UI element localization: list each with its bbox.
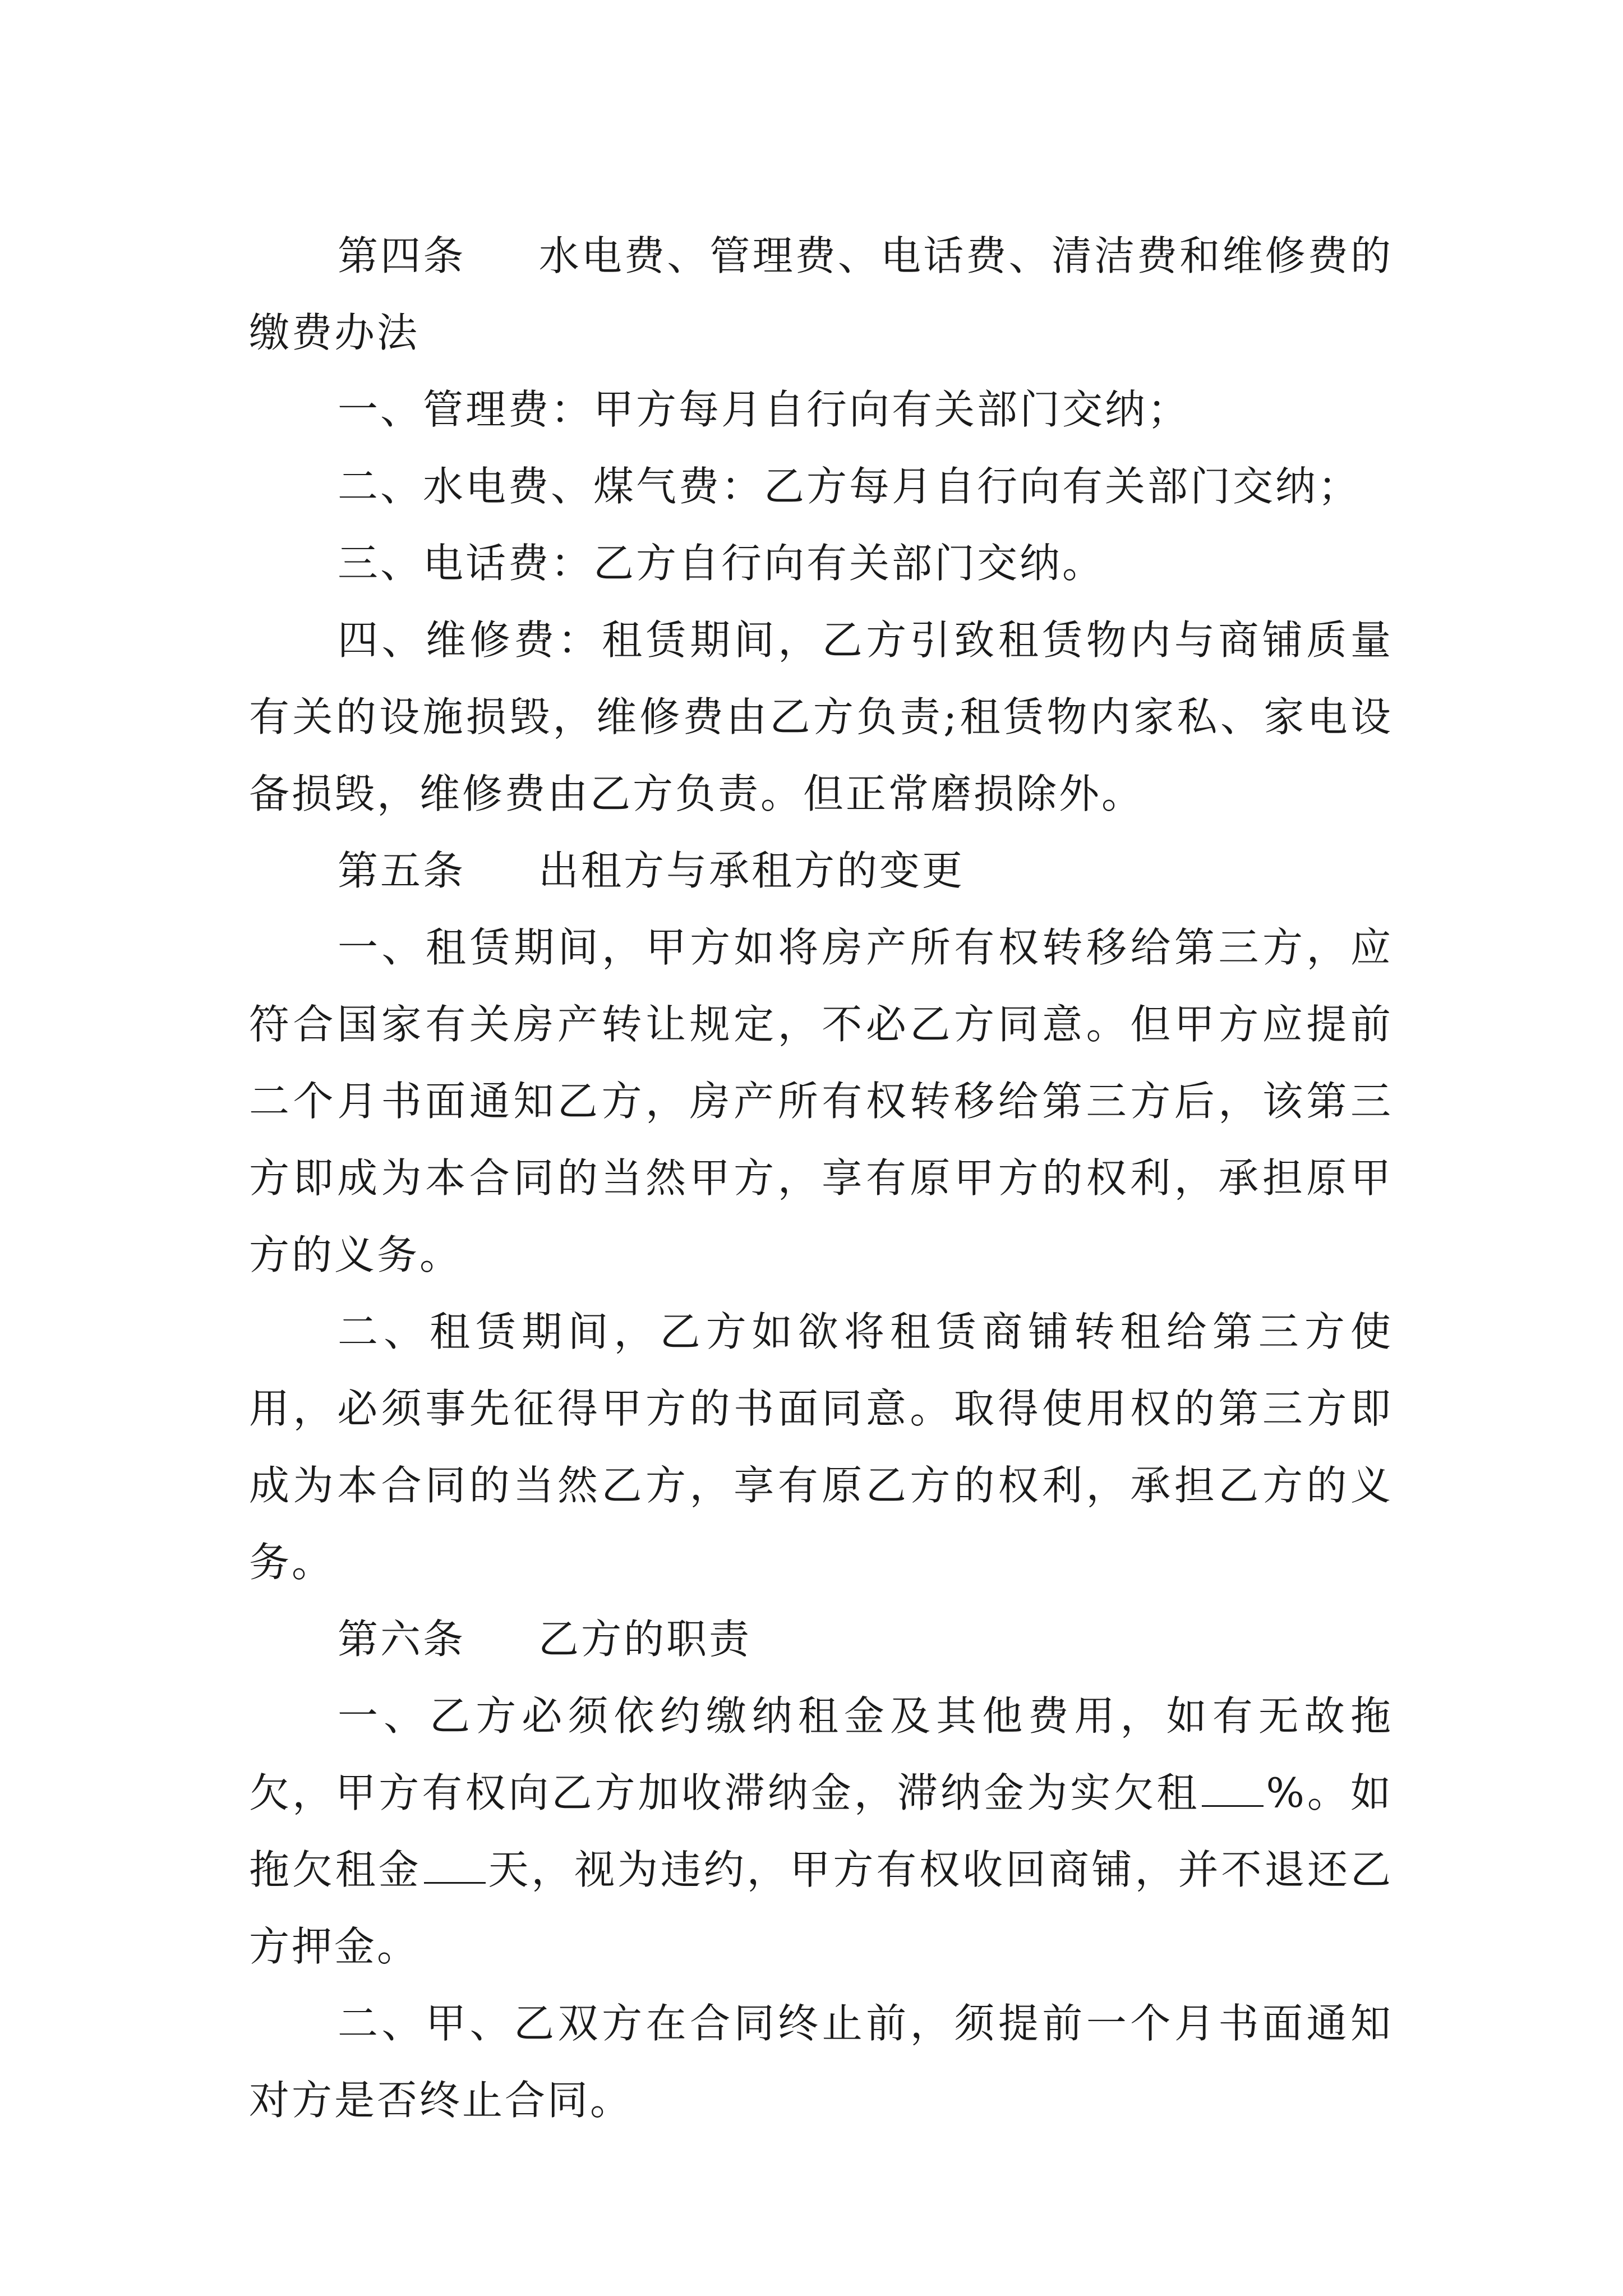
article-6-item-2: 二、甲、乙双方在合同终止前，须提前一个月书面通知对方是否终止合同。 xyxy=(249,2000,1393,2124)
article-5-number: 第五条 xyxy=(338,847,466,894)
article-5-title: 出租方与承租方的变更 xyxy=(538,847,965,894)
article-6-title: 乙方的职责 xyxy=(538,1616,752,1663)
article-4-title: 水电费、管理费、电话费、清洁费和维修费的缴费办法 xyxy=(249,232,1393,356)
article-4-item-1: 一、管理费：甲方每月自行向有关部门交纳； xyxy=(338,386,1191,433)
article-5-item-2: 二、租赁期间，乙方如欲将租赁商铺转租给第三方使用，必须事先征得甲方的书面同意。取得使用权的第三方即成为本合同的当然乙方，享有原乙方的权利，承担乙方的义务。 xyxy=(249,1308,1393,1586)
article-6-item-1 xyxy=(249,1678,1393,1985)
article-6-item-1-part-a: 一、乙方必须依约缴纳租金及其他费用，如有无故拖欠，甲方有权向乙方加收滞纳金，滞纳金为实欠租 xyxy=(249,1692,1393,1816)
article-6-item-1-part-c: 天，视为违约，甲方有权收回商铺，并不退还乙方押金。 xyxy=(249,1846,1393,1970)
article-4-item-2: 二、水电费、煤气费：乙方每月自行向有关部门交纳； xyxy=(338,463,1361,510)
article-6-heading xyxy=(249,1601,1393,1678)
article-5-heading xyxy=(249,832,1393,909)
article-5-item-1: 一、租赁期间，甲方如将房产所有权转移给第三方，应符合国家有关房产转让规定，不必乙方同意。但甲方应提前二个月书面通知乙方，房产所有权转移给第三方后，该第三方即成为本合同的当然甲方，享有原甲方的权利，承担原甲方的义务。 xyxy=(249,924,1393,1278)
article-6-number: 第六条 xyxy=(338,1616,466,1663)
overdue-days-blank xyxy=(424,1846,486,1884)
article-6-item-1-part-b: %。如拖欠租金 xyxy=(249,1769,1393,1893)
article-4-item-4: 四、维修费：租赁期间，乙方引致租赁物内与商铺质量有关的设施损毁，维修费由乙方负责;租赁物内家私、家电设备损毁，维修费由乙方负责。但正常磨损除外。 xyxy=(249,616,1393,817)
article-4-number: 第四条 xyxy=(338,232,466,279)
document-body xyxy=(249,218,1393,2139)
article-4-item-3: 三、电话费：乙方自行向有关部门交纳。 xyxy=(338,540,1105,587)
late-fee-percent-blank xyxy=(1202,1769,1264,1807)
article-4-heading xyxy=(249,218,1393,371)
